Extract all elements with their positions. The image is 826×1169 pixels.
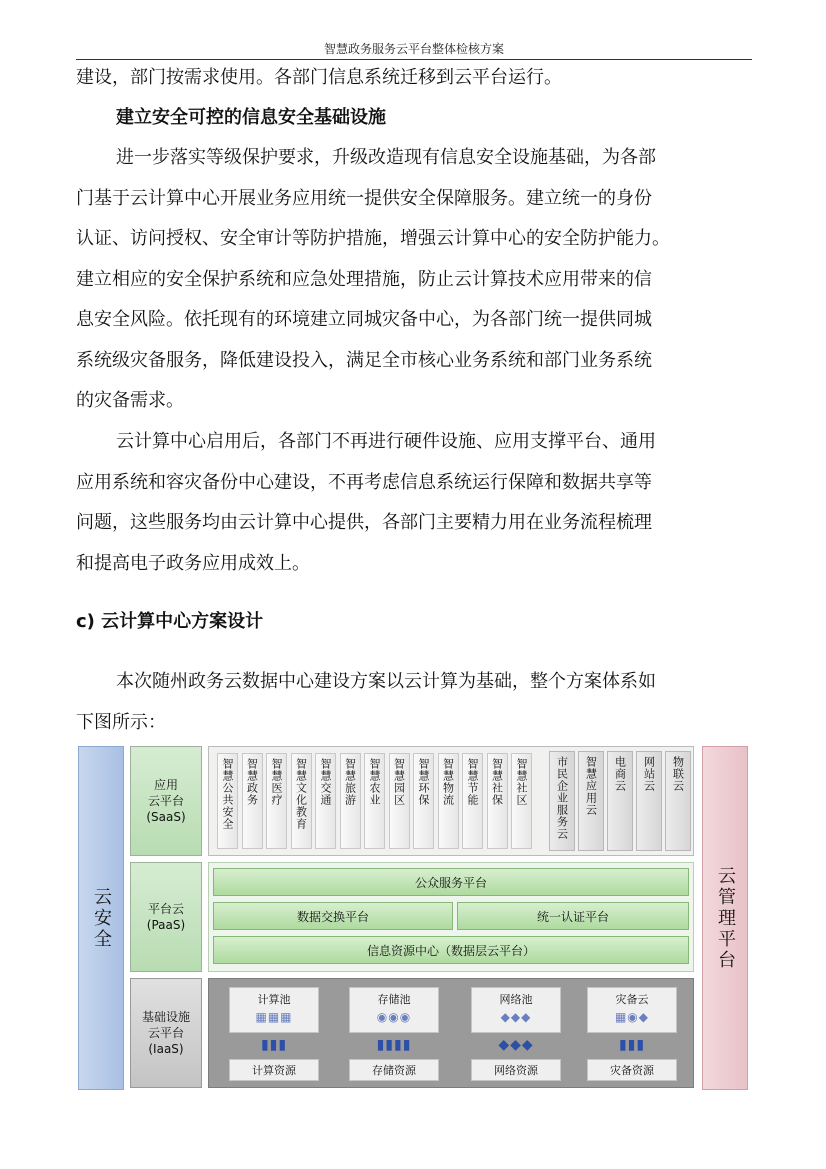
label-line: 基础设施 (141, 1010, 190, 1024)
paragraph-1 (76, 58, 752, 99)
paas-label (130, 862, 202, 972)
saas-app-item: 智慧物流 (438, 753, 459, 849)
saas-app-item: 智慧政务 (242, 753, 263, 849)
label-line: (PaaS) (146, 918, 186, 932)
saas-app-item: 智慧社区 (511, 753, 532, 849)
paragraph-line: 下图所示： (76, 711, 166, 733)
cloud-service-item: 网站云 (636, 751, 662, 851)
backup-icon: ▮▮▮ (618, 1037, 646, 1053)
paragraph-line: 的灾备需求。 (76, 390, 184, 411)
cloud-management-bar: 云管理平台 (702, 746, 748, 1090)
page-header: 智慧政务服务云平台整体检核方案 (76, 40, 752, 60)
disaster-recovery-cloud (587, 987, 677, 1033)
architecture-diagram (78, 746, 748, 1090)
public-service-platform: 公众服务平台 (213, 868, 689, 896)
cloud-service-item: 智慧应用云 (578, 751, 604, 851)
storage-pool (349, 987, 439, 1033)
label-line: 平台云 (147, 902, 184, 916)
backup-cluster-icon: ▦◉◆ (614, 1010, 650, 1024)
paas-box (208, 862, 694, 972)
iaas-box (208, 978, 694, 1088)
label-line: (SaaS) (146, 810, 186, 824)
saas-layer (130, 746, 694, 856)
heading-text: c) 云计算中心方案设计 (76, 611, 264, 632)
disk-cluster-icon: ◉◉◉ (376, 1010, 412, 1024)
paragraph-security (76, 138, 752, 422)
paragraph-line: 和提高电子政务应用成效上。 (76, 552, 310, 574)
section-heading-design (76, 602, 752, 643)
label-line: 云平台 (147, 1026, 184, 1040)
unified-auth-platform: 统一认证平台 (457, 902, 689, 930)
storage-resource: 存储资源 (349, 1059, 439, 1081)
saas-app-item: 智慧公共安全 (217, 753, 238, 849)
heading-text: 建立安全可控的信息安全基础设施 (116, 107, 386, 128)
label-line: 云平台 (147, 794, 184, 808)
paragraph-line: 息安全风险。依托现有的环境建立同城灾备中心，为各部门统一提供同城 (76, 309, 652, 330)
paragraph-line: 应用系统和容灾备份中心建设，不再考虑信息系统运行保障和数据共享等 (76, 471, 652, 493)
compute-pool (229, 987, 319, 1033)
paragraph-line: 建设，部门按需求使用。各部门信息系统迁移到云平台运行。 (76, 67, 562, 88)
pool-title: 计算池 (257, 993, 291, 1006)
saas-app-item: 智慧交通 (315, 753, 336, 849)
cloud-service-item: 市民企业服务云 (549, 751, 575, 851)
pool-title: 网络池 (499, 993, 533, 1006)
switch-cluster-icon: ◆◆◆ (500, 1010, 532, 1024)
cloud-service-item: 物联云 (665, 751, 691, 851)
storage-icon: ▮▮▮▮ (376, 1037, 412, 1053)
data-exchange-platform: 数据交换平台 (213, 902, 453, 930)
saas-app-item: 智慧旅游 (340, 753, 361, 849)
paragraph-line: 系统级灾备服务，降低建设投入，满足全市核心业务系统和部门业务系统 (76, 349, 652, 371)
paragraph-cloud-center (76, 422, 752, 584)
paragraph-line: 本次随州政务云数据中心建设方案以云计算为基础，整个方案体系如 (116, 671, 656, 692)
paragraph-line: 进一步落实等级保护要求，升级改造现有信息安全设施基础，为各部 (116, 147, 656, 168)
pool-title: 存储池 (377, 993, 411, 1006)
saas-app-item: 智慧社保 (487, 753, 508, 849)
paragraph-line: 问题，这些服务均由云计算中心提供，各部门主要精力用在业务流程梳理 (76, 512, 652, 533)
paragraph-line: 认证、访问授权、安全审计等防护措施，增强云计算中心的安全防护能力。 (76, 228, 670, 249)
paragraph-line: 建立相应的安全保护系统和应急处理措施，防止云计算技术应用带来的信 (76, 268, 652, 290)
saas-app-item: 智慧节能 (462, 753, 483, 849)
compute-resource: 计算资源 (229, 1059, 319, 1081)
saas-app-item: 智慧农业 (364, 753, 385, 849)
saas-app-item: 智慧文化教育 (291, 753, 312, 849)
paas-layer (130, 862, 694, 972)
iaas-layer (130, 978, 694, 1090)
backup-resource: 灾备资源 (587, 1059, 677, 1081)
paragraph-line: 门基于云计算中心开展业务应用统一提供安全保障服务。建立统一的身份 (76, 187, 652, 209)
paragraph-line: 云计算中心启用后，各部门不再进行硬件设施、应用支撑平台、通用 (116, 431, 656, 452)
pool-title: 灾备云 (615, 993, 649, 1006)
server-icon: ▮▮▮ (260, 1037, 288, 1053)
network-pool (471, 987, 561, 1033)
iaas-label (130, 978, 202, 1088)
saas-app-item: 智慧医疗 (266, 753, 287, 849)
label-line: (IaaS) (148, 1042, 184, 1056)
saas-apps-box (208, 746, 694, 856)
cloud-service-item: 电商云 (607, 751, 633, 851)
network-resource: 网络资源 (471, 1059, 561, 1081)
cloud-security-bar: 云安全 (78, 746, 124, 1090)
saas-app-item: 智慧环保 (413, 753, 434, 849)
paragraph-design (76, 662, 752, 743)
section-heading-security (76, 98, 752, 139)
saas-app-item: 智慧园区 (389, 753, 410, 849)
saas-label (130, 746, 202, 856)
server-cluster-icon: ▦▦▦ (255, 1010, 293, 1024)
network-icon: ◆◆◆ (498, 1037, 534, 1053)
information-resource-center: 信息资源中心（数据层云平台） (213, 936, 689, 964)
label-line: 应用 (153, 778, 178, 792)
